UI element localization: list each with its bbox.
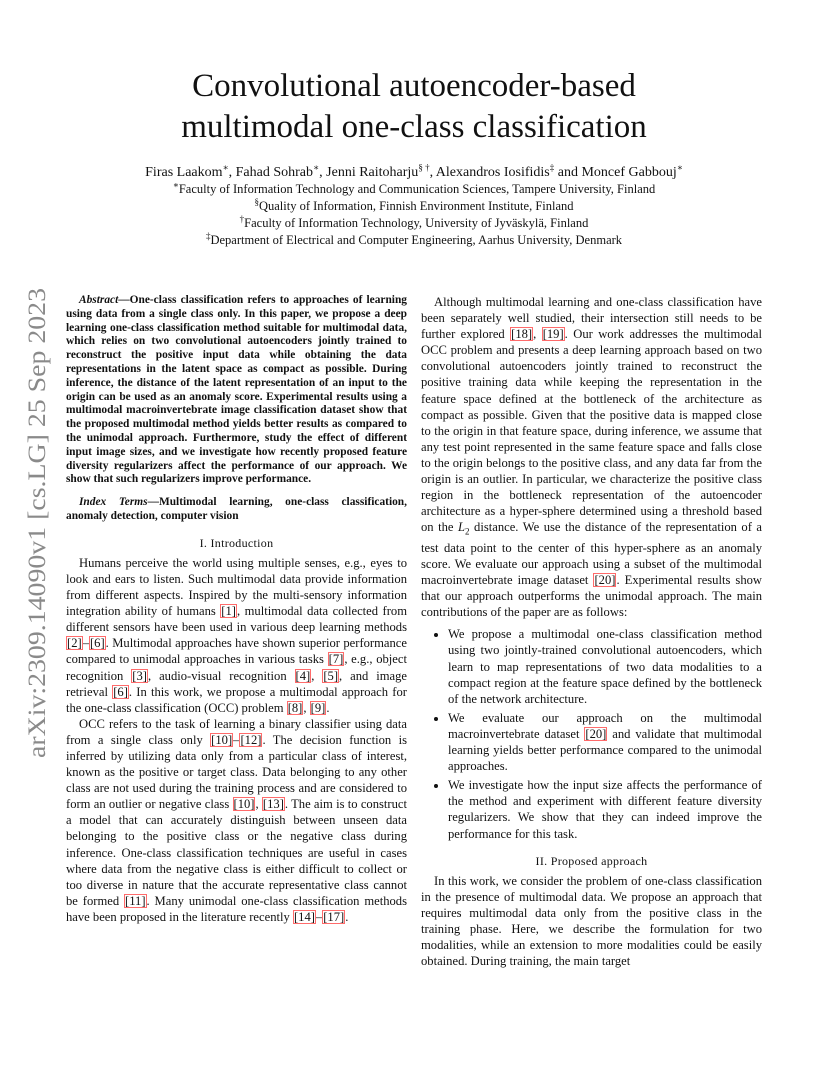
index-terms-lead: Index Terms [79,496,148,509]
citation-link[interactable]: [11] [125,893,146,908]
affiliation-mark: § [254,196,259,207]
text-run: , and image retrieval [66,668,407,699]
text-run: . The decision function is inferred by utilizing data only from a particular class of interest, known as the positive or target class. Data belonging to any other class are not used during the training process and are considered to form an outlier or negative class [66,732,407,812]
text-run: , [255,797,262,812]
text-run: , audio-visual recognition [147,668,295,683]
author-name: Fahad Sohrab [235,165,314,180]
text-run: , multimodal data collected from different sensors have been used in various deep learning methods [66,604,407,635]
affiliation-text: Faculty of Information Technology, University of Jyväskylä, Finland [244,216,589,230]
affiliation [0,181,828,198]
text-run: – [233,732,240,747]
text-run: OCC refers to the task of learning a binary classifier using data from a single class only [66,716,407,747]
section-heading-introduction: I. Introduction [199,535,274,550]
text-run: , [533,327,542,342]
text-run: . The aim is to construct a model that can accurately distinguish between unseen data belonging to the positive class or the negative class during inference. One-class classification techniques are useful in cases where data from the negative class is either difficult to collect or too diverse in nature that the accurate representative class cannot be formed [66,797,407,908]
author-name: Firas Laakom [145,165,223,180]
author-mark: ∗ [313,162,320,173]
arxiv-stamp [20,288,54,758]
text-run: We evaluate our approach on the multimodal macroinvertebrate dataset [448,710,762,741]
affiliation [0,232,828,249]
section-heading-proposed-approach: II. Proposed approach [535,853,648,868]
intro-paragraph-2 [66,716,407,925]
left-column [66,294,407,925]
affiliation [0,215,828,232]
text-run: , [303,700,310,715]
citation-link[interactable]: [19] [542,327,564,342]
affiliation-mark: ‡ [205,230,211,241]
intro-paragraph-3 [421,294,762,620]
affiliation [0,198,828,215]
author-mark: § † [418,162,430,173]
paper-title [0,66,828,148]
citation-link[interactable]: [8] [287,700,303,715]
citation-link[interactable]: [2] [67,636,82,651]
text-run: – [82,636,89,651]
abstract-text: —One-class classification refers to approaches of learning using data from a single class only. In this paper, we propose a deep learning one-class classification method suitable for multimodal data, which relies on two convolutional autoencoders jointly trained to reconstruct the positive input data while obtaining the data representations in the latent space as compact as possible. During inference, the distance of the latent representation of an input to the origin can be used as an anomaly score. Experimental results using a multimodal macroinvertebrate image classification dataset show that the proposed multimodal method yields better results as compared to the unimodal approach. Furthermore, study the effect of different input image sizes, and we investigate how recently proposed feature diversity regularizers affect the performance of our approach. We show that such regularizers improve performance. [66,294,407,486]
affiliation-list [0,181,828,249]
affiliation-text: Department of Electrical and Computer Engineering, Aarhus University, Denmark [210,233,623,247]
citation-link[interactable]: [12] [240,732,262,747]
citation-link[interactable]: [17] [323,909,345,924]
citation-link[interactable]: [14] [293,909,315,924]
arxiv-stamp-text: arXiv:2309.14090v1 [cs.LG] 25 Sep 2023 [24,335,51,758]
index-terms [66,496,407,524]
math-letter: L [458,520,466,535]
abstract-lead: Abstract [79,294,119,306]
title-line-1: Convolutional autoencoder-based [192,68,636,104]
affiliation-mark: ∗ [172,179,179,190]
affiliation-mark: † [239,213,245,224]
citation-link[interactable]: [3] [132,668,147,683]
contribution-list [421,626,762,841]
author-mark: ∗ [676,162,683,173]
author-name: Jenni Raitoharju [326,165,419,180]
citation-link[interactable]: [20] [594,573,616,588]
list-item: • We investigate how the input size affects the performance of the method and experiment with different feature diversity regularizers. We show that they can indeed improve the performance for this task. [448,777,762,841]
text-run: . Experimental results show that our approach outperforms the unimodal approach. The main contributions of the paper are as follows: [421,573,763,620]
text-run: and validate that multimodal learning yields better performance compared to the unimodal approaches. [448,726,762,774]
text-run: Although multimodal learning and one-class classification have been separately well studied, their intersection still needs to be further explored [421,295,762,342]
citation-link[interactable]: [10] [211,732,233,747]
citation-link[interactable]: [18] [511,327,533,342]
text-run: distance. We use the distance of the representation of a test data point to the center of this hyper-sphere as an anomaly score. We evaluate our approach using a subset of the multimodal macroinvertebrate image dataset [421,520,763,588]
citation-link[interactable]: [5] [323,668,339,683]
text-run: Humans perceive the world using multiple senses, e.g., eyes to look and ears to listen. Such multimodal data provide information from different aspects. Inspired by the multi-sensory information integration ability of humans [66,555,407,619]
text-run: . [345,909,349,924]
author-name: Alexandros Iosifidis [435,165,550,180]
list-item [448,710,762,774]
affiliation-text: Quality of Information, Finnish Environment Institute, Finland [258,199,574,213]
author-list: Firas Laakom∗, Fahad Sohrab∗, Jenni Raitoharju§ †, Alexandros Iosifidis‡ and Moncef Gabbouj∗ [145,162,683,180]
section2-paragraph-1: In this work, we consider the problem of one-class classification in the presence of multimodal data. We propose an approach that requires multimodal data only from the positive class in the training phase. Here, we describe the formulation for two modalities, while an extension to more modalities could be easily obtained. During training, the main target [421,873,762,969]
author-name: Moncef Gabbouj [581,165,677,180]
citation-link[interactable]: [20] [585,726,607,741]
citation-link[interactable]: [9] [310,700,326,715]
index-terms-text: —Multimodal learning, one-class classification, anomaly detection, computer vision [66,496,407,522]
author-mark: ∗ [222,162,229,173]
math-symbol [458,520,470,537]
text-run: . Multimodal approaches have shown superior performance compared to unimodal approaches in various tasks [66,636,407,667]
text-run: – [315,909,323,924]
citation-link[interactable]: [4] [295,668,311,683]
text-run: . [326,700,330,715]
intro-paragraph-1 [66,555,407,716]
text-run: , [311,668,323,683]
author-mark: ‡ [549,162,555,173]
math-subscript: 2 [465,526,470,537]
text-run: . Our work addresses the multimodal OCC problem and presents a deep learning approach based on two convolutional autoencoders jointly trained to reconstruct the positive training data while keeping the representation in the feature space defined at the bottleneck of the architecture as compact as possible. Given that the positive data is mapped close to the origin in that feature space, during inference, we assume that any test point represented in the same feature space and falls close to the origin belongs to the positive class, and any data far from the origin is an outlier. In particular, we characterize the positive class region in the bottleneck representation of the autoencoder architecture as a hyper-sphere determined using a threshold based on the [421,327,763,535]
title-line-2: multimodal one-class classification [181,109,647,145]
right-column [421,294,762,969]
text-run: . Many unimodal one-class classification methods have been proposed in the literature recently [66,893,407,924]
list-item: • We propose a multimodal one-class classification method using two jointly-trained convolutional autoencoders, which learn to map representations of two data modalities to a compact region at the feature space defined by the bottleneck of the network architecture. [448,626,762,706]
text-run: , e.g., object recognition [66,652,407,683]
affiliation-text: Faculty of Information Technology and Communication Sciences, Tampere University, Finland [178,182,656,196]
abstract [66,294,407,487]
citation-link[interactable]: [7] [328,652,344,667]
citation-link[interactable]: [13] [262,797,284,812]
citation-link[interactable]: [10] [233,797,255,812]
citation-link[interactable]: [1] [221,604,236,619]
citation-link[interactable]: [6] [113,684,128,699]
text-run: . In this work, we propose a multimodal approach for the one-class classification (OCC) problem [66,684,407,715]
citation-link[interactable]: [6] [89,636,105,651]
